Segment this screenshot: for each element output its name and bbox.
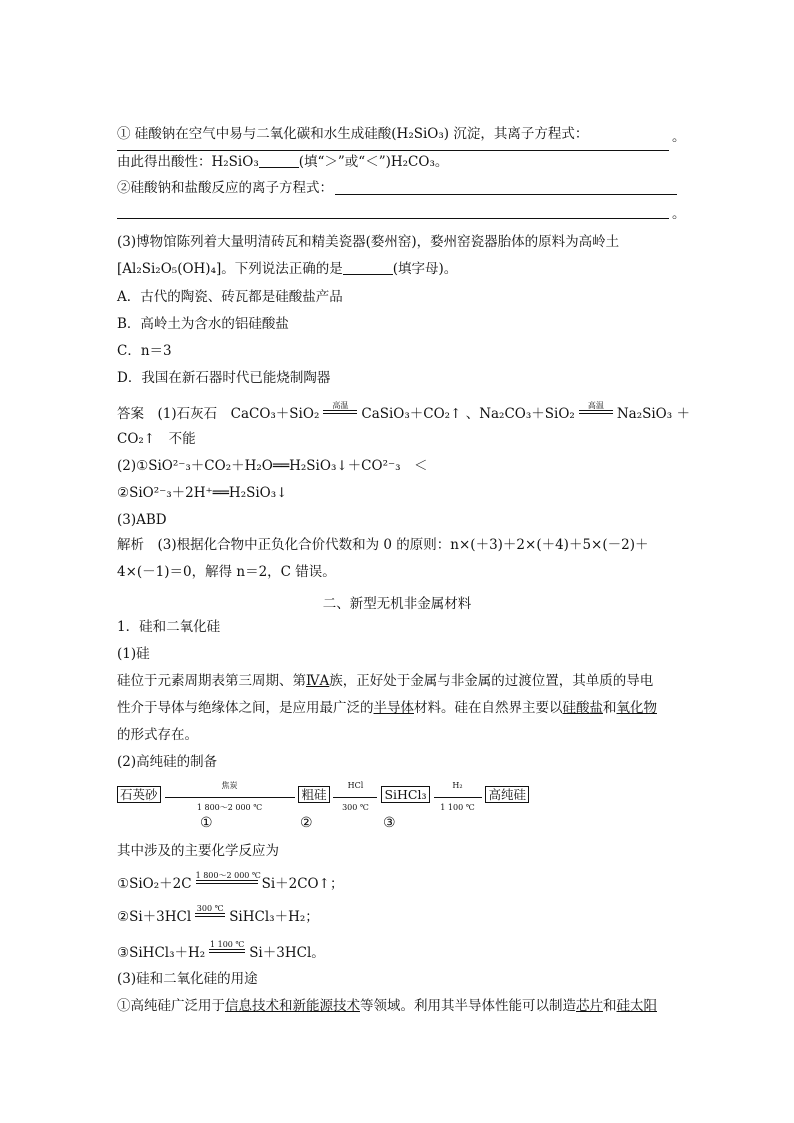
q2-2-line — [117, 179, 333, 197]
step-number-3: ③ — [383, 815, 396, 831]
answer-1-end: Na₂SiO₃ ＋ — [616, 406, 690, 422]
section-title: 二、新型无机非金属材料 — [322, 596, 472, 612]
reaction-right: SiHCl₃＋H₂； — [229, 909, 319, 925]
answer-2: (2)①SiO²⁻₃＋CO₂＋H₂O══H₂SiO₃↓＋CO²⁻₃ ＜ — [117, 458, 428, 474]
flow-step-3: SiHCl₃ — [381, 786, 429, 803]
para-text: 和 — [603, 700, 617, 716]
para-line2 — [117, 699, 657, 717]
para-line3: 的形式存在。 — [117, 727, 198, 743]
cond-label: 高温 — [332, 401, 349, 410]
end-mark: 。 — [672, 129, 686, 145]
flow-arrow-2-bottom: 300 ℃ — [342, 803, 369, 812]
option-b: B．高岭土为含水的铝硅酸盐 — [117, 316, 289, 332]
reaction-right: Si＋3HCl。 — [249, 945, 325, 961]
heading-1b: (2)高纯硅的制备 — [117, 754, 218, 770]
q3-line2-suffix: (填字母)。 — [392, 261, 458, 277]
fill-blank[interactable] — [259, 153, 299, 168]
flow-step-1: 石英砂 — [117, 786, 161, 803]
para-text: 硅位于元素周期表第三周期、第 — [117, 673, 306, 689]
flow-arrow-3-bottom: 1 100 ℃ — [440, 803, 475, 812]
cond-label: 高温 — [587, 401, 604, 410]
underlined-answer: 信息技术和新能源技术 — [225, 998, 360, 1014]
flow-arrow-1-top: 焦炭 — [221, 781, 238, 790]
heading-1a: (1)硅 — [117, 646, 150, 662]
end-mark: 。 — [672, 206, 686, 222]
answer-1-prefix: (1)石灰石 CaCO₃＋SiO₂ — [157, 406, 320, 422]
option-d: D．我国在新石器时代已能烧制陶器 — [117, 370, 331, 386]
reaction-left: ②Si＋3HCl — [117, 909, 192, 925]
answer-3: (3)ABD — [117, 512, 167, 528]
q2-1-line: ① 硅酸钠在空气中易与二氧化碳和水生成硅酸(H₂SiO₃) 沉淀，其离子方程式： — [117, 126, 589, 142]
reaction-condition: 1 800～2 000 ℃ — [195, 871, 261, 880]
para-text: 和 — [603, 998, 617, 1014]
underlined-answer: 硅酸盐 — [562, 700, 603, 716]
q3-line2 — [117, 260, 457, 278]
reaction-right: Si＋2CO↑； — [261, 876, 344, 892]
reaction-1 — [117, 872, 343, 893]
answer-line2: CO₂↑ 不能 — [117, 431, 196, 447]
fill-blank[interactable] — [343, 260, 393, 275]
answer-line1 — [117, 402, 690, 423]
answer-rule — [335, 194, 677, 195]
reaction-2 — [117, 905, 319, 926]
para-line1 — [117, 672, 653, 690]
analysis-line2: 4×(－1)＝0，解得 n＝2，C 错误。 — [117, 564, 336, 580]
flow-arrow-3-top: H₂ — [452, 781, 463, 790]
para-text: 材料。硅在自然界主要以 — [414, 700, 563, 716]
para-last — [117, 997, 657, 1015]
para-text: 族，正好处于金属与非金属的过渡位置，其单质的导电 — [329, 673, 654, 689]
answer-2b: ②SiO²⁻₃＋2H⁺══H₂SiO₃↓ — [117, 485, 288, 501]
reaction-condition: 300 ℃ — [196, 904, 224, 913]
para-text: ①高纯硅广泛用于 — [117, 998, 225, 1014]
q3-line2-prefix: [Al₂Si₂O₅(OH)₄]。下列说法正确的是 — [117, 261, 343, 277]
flow-arrow-2-top: HCl — [347, 781, 364, 790]
reaction-3 — [117, 941, 325, 962]
answer-1-mid: CaSiO₃＋CO₂↑ 、Na₂CO₃＋SiO₂ — [361, 406, 575, 422]
analysis-line1 — [117, 536, 648, 554]
step-number-1: ① — [200, 815, 213, 831]
underlined-answer: 芯片 — [576, 998, 603, 1014]
heading-1c: (3)硅和二氧化硅的用途 — [117, 971, 258, 987]
underlined-answer: 硅太阳 — [616, 998, 657, 1014]
answer-label: 答案 — [117, 406, 144, 422]
acidity-prefix: 由此得出酸性：H₂SiO₃ — [117, 154, 259, 170]
option-a: A．古代的陶瓷、砖瓦都是硅酸盐产品 — [117, 289, 343, 305]
reaction-condition: 1 100 ℃ — [209, 940, 245, 949]
para-text: 性介于导体与绝缘体之间，是应用最广泛的 — [117, 700, 374, 716]
flow-arrow-3 — [434, 781, 482, 812]
acidity-suffix: (填“＞”或“＜”)H₂CO₃。 — [298, 154, 449, 170]
para-text: 等领域。利用其半导体性能可以制造 — [360, 998, 576, 1014]
reaction-left: ①SiO₂＋2C — [117, 876, 192, 892]
flow-diagram — [117, 781, 529, 812]
answer-rule — [117, 150, 669, 151]
step-number-2: ② — [300, 815, 313, 831]
option-c: C．n＝3 — [117, 343, 172, 359]
flow-arrow-2 — [333, 781, 377, 812]
q3-line1: (3)博物馆陈列着大量明清砖瓦和精美瓷器(婺州窑)，婺州窑瓷器胎体的原料为高岭土 — [117, 234, 620, 250]
answer-rule — [117, 218, 669, 219]
underlined-answer: 氧化物 — [616, 700, 657, 716]
heading-1: 1．硅和二氧化硅 — [117, 619, 221, 635]
flow-arrow-1 — [165, 781, 295, 812]
analysis-label: 解析 — [117, 537, 144, 553]
flow-step-4: 高纯硅 — [485, 786, 529, 803]
underlined-answer: ⅣA — [306, 673, 330, 689]
acidity-line — [117, 153, 448, 171]
underlined-answer: 半导体 — [373, 700, 414, 716]
analysis-text1: (3)根据化合物中正负化合价代数和为 0 的原则：n×(＋3)＋2×(＋4)＋5×(－2)＋ — [157, 537, 649, 553]
react-intro: 其中涉及的主要化学反应为 — [117, 843, 279, 859]
reaction-left: ③SiHCl₃＋H₂ — [117, 945, 206, 961]
flow-arrow-1-bottom: 1 800～2 000 ℃ — [196, 803, 263, 812]
flow-step-2: 粗硅 — [298, 786, 329, 803]
q2-2-text: ②硅酸钠和盐酸反应的离子方程式： — [117, 180, 333, 196]
